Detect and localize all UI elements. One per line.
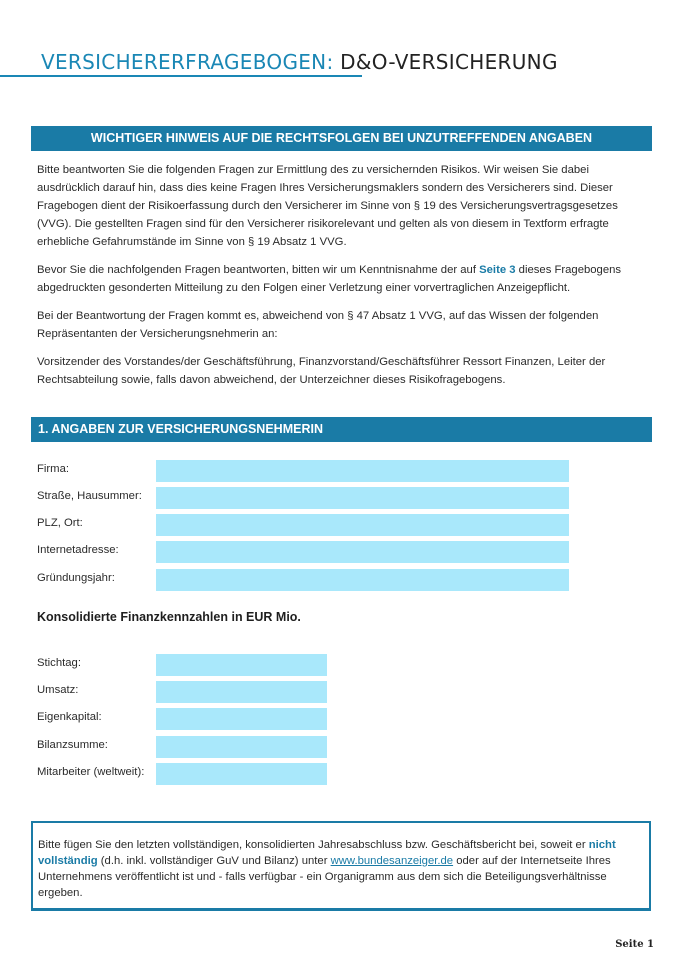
label-firma: Firma:	[37, 463, 70, 475]
bilanzsumme-field[interactable]	[156, 736, 327, 758]
page-reference: Seite 3	[479, 264, 516, 276]
finance-heading: Konsolidierte Finanzkennzahlen in EUR Mio.	[37, 610, 301, 624]
bundesanzeiger-link[interactable]: www.bundesanzeiger.de	[330, 855, 454, 867]
notice-heading: WICHTIGER HINWEIS AUF DIE RECHTSFOLGEN BEI UNZUTREFFENDEN ANGABEN	[31, 126, 652, 151]
text-line	[38, 853, 638, 869]
text-line: erhebliche Gefahrumstände im Sinne von § 19 Absatz 1 VVG.	[37, 236, 347, 248]
text-line: (VVG). Die gestellten Fragen sind für den Versicherer risikorelevant und gelten als von diesem in Textform erfragte	[37, 218, 609, 230]
label-strasse: Straße, Hausummer:	[37, 490, 142, 502]
text-line: ergeben.	[38, 887, 83, 899]
text-line: Fragebogen dient der Risikoerfassung durch den Versicherer im Sinne von § 19 des Versicherungsvertragsgesetzes	[37, 200, 618, 212]
label-eigenkapital: Eigenkapital:	[37, 711, 102, 723]
label-plz-ort: PLZ, Ort:	[37, 517, 83, 529]
text-line: Unternehmens veröffentlicht ist und - falls verfügbar - ein Organigramm aus dem sich die Beteiligungsverhältnisse	[38, 871, 607, 883]
title-underline	[0, 75, 362, 77]
text-span: Bitte fügen Sie den letzten vollständigen, konsolidierten Jahresabschluss bzw. Geschäftsbericht bei, soweit er	[38, 839, 589, 851]
plz-ort-field[interactable]	[156, 514, 569, 536]
attachment-note-box	[31, 821, 651, 911]
notice-paragraph-4	[37, 353, 647, 389]
attachment-note-text	[38, 837, 638, 901]
text-line: ausdrücklich darauf hin, dass dies keine Fragen Ihres Versicherungsmaklers sondern des Versicherers sind. Dieser	[37, 182, 613, 194]
notice-paragraph-2	[37, 261, 647, 297]
label-gruendungsjahr: Gründungsjahr:	[37, 572, 115, 584]
gruendungsjahr-field[interactable]	[156, 569, 569, 591]
text-line: Repräsentanten der Versicherungsnehmerin an:	[37, 328, 278, 340]
text-span: oder auf der Internetseite Ihres	[453, 855, 611, 867]
text-line: abgedruckten gesonderten Mitteilung zu den Folgen einer Verletzung einer vorvertraglichen Anzeigepflicht.	[37, 282, 571, 294]
page-number: Seite 1	[615, 939, 654, 950]
internetadresse-field[interactable]	[156, 541, 569, 563]
title-accent: VERSICHERERFRAGEBOGEN:	[41, 50, 334, 74]
strasse-field[interactable]	[156, 487, 569, 509]
notice-paragraph-3	[37, 307, 647, 343]
label-mitarbeiter: Mitarbeiter (weltweit):	[37, 766, 145, 778]
text-span: (d.h. inkl. vollständiger GuV und Bilanz) unter	[97, 855, 331, 867]
emphasis: vollständig	[38, 855, 98, 867]
text-span: Bevor Sie die nachfolgenden Fragen beantworten, bitten wir um Kenntnisnahme der auf	[37, 264, 480, 276]
label-umsatz: Umsatz:	[37, 684, 79, 696]
label-bilanzsumme: Bilanzsumme:	[37, 739, 108, 751]
text-line: Bei der Beantwortung der Fragen kommt es, abweichend von § 47 Absatz 1 VVG, auf das Wissen der folgenden	[37, 310, 599, 322]
text-line	[37, 261, 647, 279]
text-line: Rechtsabteilung sowie, falls davon abweichend, der Unterzeichner dieses Risikofragebogens.	[37, 374, 506, 386]
text-line: Bitte beantworten Sie die folgenden Fragen zur Ermittlung des zu versichernden Risikos. Wir weisen Sie dabei	[37, 164, 589, 176]
mitarbeiter-field[interactable]	[156, 763, 327, 785]
label-internetadresse: Internetadresse:	[37, 544, 119, 556]
section-1-heading: 1. ANGABEN ZUR VERSICHERUNGSNEHMERIN	[31, 417, 652, 442]
eigenkapital-field[interactable]	[156, 708, 327, 730]
document-title	[41, 50, 558, 74]
text-span: dieses Fragebogens	[515, 264, 622, 276]
title-rest: D&O-VERSICHERUNG	[340, 50, 558, 74]
umsatz-field[interactable]	[156, 681, 327, 703]
firma-field[interactable]	[156, 460, 569, 482]
notice-paragraph-1	[37, 161, 647, 251]
text-line: Vorsitzender des Vorstandes/der Geschäftsführung, Finanzvorstand/Geschäftsführer Ressort Finanzen, Leiter der	[37, 356, 606, 368]
emphasis: nicht	[588, 839, 616, 851]
text-line	[38, 837, 638, 853]
stichtag-field[interactable]	[156, 654, 327, 676]
label-stichtag: Stichtag:	[37, 657, 81, 669]
